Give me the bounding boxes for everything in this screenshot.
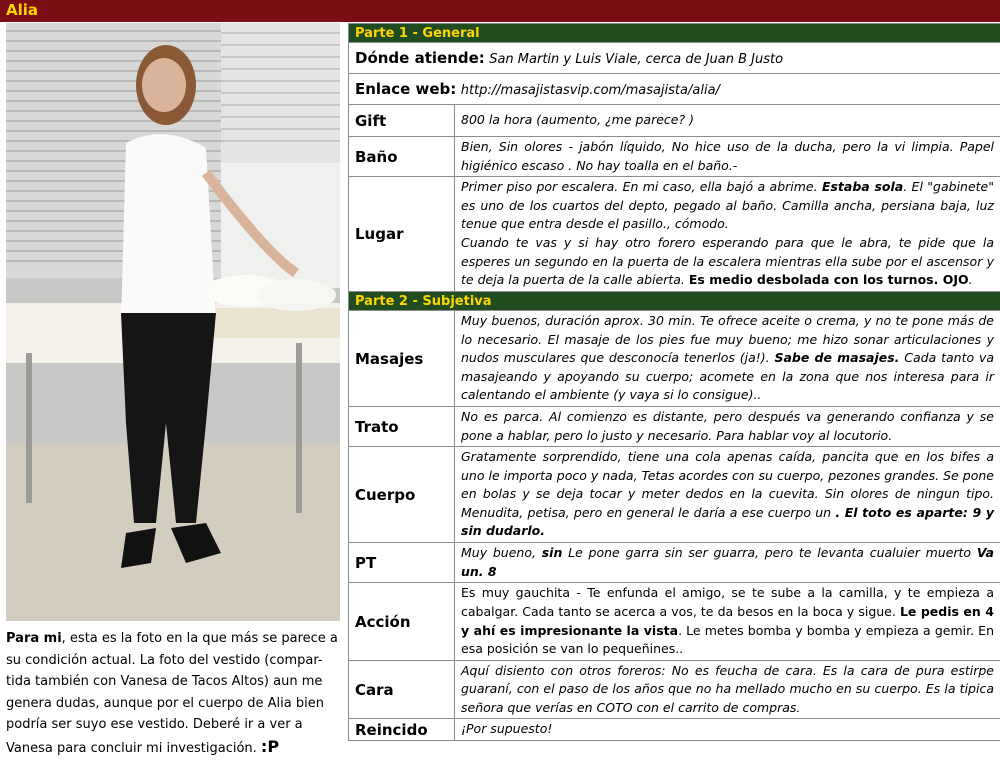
- page-title: Alia: [6, 1, 39, 19]
- lugar-label: Lugar: [349, 177, 455, 292]
- reincido-value: ¡Por supuesto!: [455, 719, 1000, 741]
- masajes-text-2: Cada tanto va masajeando y apoyando su cuerpo; acomete en la zona que nos interesa para ir calentando el ambiente (y vaya si lo consigue)..: [461, 350, 994, 403]
- cara-row: [349, 661, 1000, 719]
- trato-value: No es parca. Al comienzo es distante, pero después va generando confianza y se pone a hablar, pero lo justo y necesario. Para hablar voy al locutorio.: [455, 407, 1000, 447]
- web-link[interactable]: http://masajistasvip.com/masajista/alia/: [460, 83, 720, 98]
- cuerpo-label: Cuerpo: [349, 447, 455, 543]
- lugar-text-1: Primer piso por escalera. En mi caso, ella bajó a abrime.: [461, 179, 822, 195]
- trato-row: [349, 407, 1000, 447]
- gift-value: 800 la hora (aumento, ¿me parece? ): [455, 105, 1000, 137]
- pt-bold-1: sin: [541, 544, 563, 560]
- accion-row: [349, 583, 1000, 661]
- photo-caption: [6, 628, 340, 759]
- lugar-row: [349, 177, 1000, 292]
- accion-text-1: Es muy gauchita - Te enfunda el amigo, se te sube a la camilla, y te empieza a cabalgar. Cada tanto se acerca a vos, te da besos en la boca y sigue.: [461, 585, 994, 619]
- bano-value: Bien, Sin olores - jabón líquido, No hice uso de la ducha, pero la vi limpia. Papel higiénico escaso . No hay toalla en el baño.-: [455, 137, 1000, 177]
- section-header-row: [349, 24, 1000, 43]
- pt-text-2: Le pone garra sin ser guarra, pero te levanta cualuier muerto: [562, 544, 977, 560]
- bano-row: [349, 137, 1000, 177]
- gift-label: Gift: [349, 105, 455, 137]
- web-cell: [349, 74, 1000, 105]
- pt-value: [455, 543, 1000, 583]
- donde-value: San Martin y Luis Viale, cerca de Juan B Justo: [489, 52, 784, 67]
- section-2-title: Parte 2 - Subjetiva: [349, 292, 1000, 311]
- profile-photo: [6, 23, 340, 621]
- lugar-text-3: Cuando te vas y si hay otro forero esperando para que le abra, te pide que la esperes un segundo en la puerta de la escalera mientras ella sube por el ascensor y te deja la puerta de la calle abierta.: [461, 235, 994, 288]
- caption-lead: Para mi: [6, 631, 62, 646]
- review-table: [348, 23, 1000, 741]
- cuerpo-row: [349, 447, 1000, 543]
- gift-row: [349, 105, 1000, 137]
- pt-label: PT: [349, 543, 455, 583]
- masajes-value: [455, 311, 1000, 407]
- trato-label: Trato: [349, 407, 455, 447]
- donde-cell: [349, 43, 1000, 74]
- accion-text-2: . Le metes bomba y bomba y empieza a gemir. En esa posición se van lo pequeñines..: [461, 622, 994, 657]
- pt-text-1: Muy bueno,: [461, 544, 542, 560]
- caption-emote: :P: [260, 736, 280, 756]
- lugar-bold-1: Estaba sola: [821, 179, 904, 195]
- photo-illustration: [6, 23, 340, 621]
- donde-label: Dónde atiende:: [355, 49, 485, 67]
- caption-body: , esta es la foto en la que más se parece a su condición actual. La foto del vestido (compar-tida también con Vanesa de Tacos Altos) aun me genera dudas, aunque por el cuerpo de Alia bien podría ser suyo ese vestido. Deberé ir a ver a Vanesa para concluir mi investigación.: [6, 631, 338, 756]
- accion-value: [455, 583, 1000, 661]
- lugar-text-end: .: [968, 272, 973, 288]
- masajes-bold: Sabe de masajes.: [774, 350, 900, 366]
- lugar-bold-2: Es medio desbolada con los turnos. OJO: [688, 272, 969, 288]
- reincido-row: [349, 719, 1000, 741]
- bano-label: Baño: [349, 137, 455, 177]
- donde-row: [349, 43, 1000, 74]
- section-header-row-2: [349, 292, 1000, 311]
- title-bar: [0, 0, 1000, 22]
- lugar-value: [455, 177, 1000, 292]
- pt-bold-2: Va un. 8: [461, 544, 994, 579]
- cuerpo-bold: . El toto es aparte: 9 y sin dudarlo.: [461, 504, 994, 539]
- reincido-label: Reincido: [349, 719, 455, 741]
- section-1-title: Parte 1 - General: [349, 24, 1000, 43]
- masajes-row: [349, 311, 1000, 407]
- cuerpo-text-1: Gratamente sorprendido, tiene una cola apenas caída, pancita que en los bifes a uno le importa poco y nada, Tetas acordes con su cuerpo, pezones grandes. Se pone en bolas y se deja tocar y meter dedos en la cuevita. Sin olores de ningun tipo. Menudita, petisa, pero en general le daría a ese cuerpo un: [461, 449, 994, 520]
- cara-value: Aquí disiento con otros foreros: No es feucha de cara. Es la cara de pura estirpe guaraní, con el paso de los años que no ha mellado mucho en su cuerpo. Es la tipica señora que verías en COTO con el carrito de compras.: [455, 661, 1000, 719]
- cuerpo-value: [455, 447, 1000, 543]
- lugar-text-2: . El "gabinete" es uno de los cuartos del depto, pegado al baño. Camilla ancha, persiana baja, luz tenue que entra desde el pasillo., cómodo.: [461, 179, 994, 232]
- web-row: [349, 74, 1000, 105]
- cara-label: Cara: [349, 661, 455, 719]
- accion-label: Acción: [349, 583, 455, 661]
- pt-row: [349, 543, 1000, 583]
- masajes-label: Masajes: [349, 311, 455, 407]
- accion-bold: Le pedis en 4 y ahí es impresionante la vista: [461, 603, 994, 638]
- masajes-text-1: Muy buenos, duración aprox. 30 min. Te ofrece aceite o crema, y no te pone más de lo necesario. El masaje de los pies fue muy bueno; me hizo sonar articulaciones y nudos musculares que desconocía tenerlos (ja!).: [461, 313, 994, 366]
- web-label: Enlace web:: [355, 80, 457, 98]
